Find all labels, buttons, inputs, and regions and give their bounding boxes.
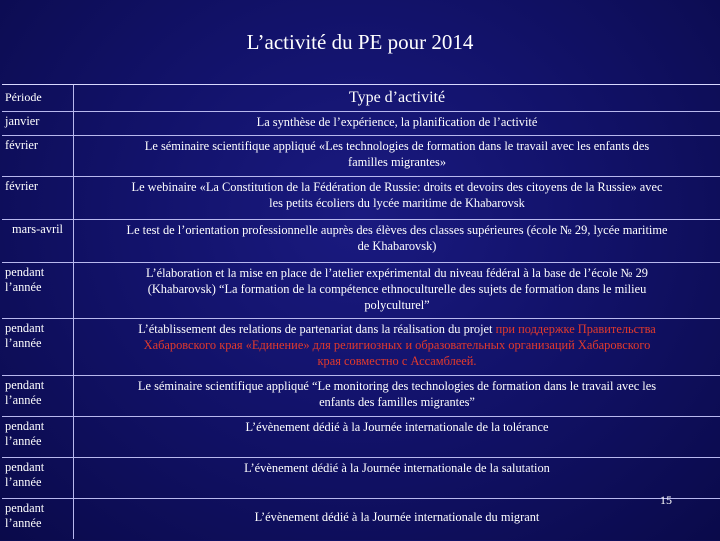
activity-cell	[74, 263, 720, 318]
activity-line: Le séminaire scientifique appliqué «Les technologies de formation dans le travail avec les enfants des	[144, 139, 650, 153]
table-row	[2, 376, 720, 417]
header-type: Type d’activité	[348, 89, 446, 106]
period-cell: pendant l’année	[2, 263, 74, 318]
activity-cell	[74, 177, 720, 219]
activity-cell	[74, 220, 720, 262]
period-cell: pendant l’année	[2, 417, 74, 457]
activity-line: Le test de l’orientation professionnelle auprès des élèves des classes supérieures (école № 29, lycée maritime	[126, 223, 668, 237]
highlighted-text: при поддержке Правительства	[495, 322, 656, 336]
table-header-row	[2, 85, 720, 112]
table-row	[2, 319, 720, 376]
table-row	[2, 112, 720, 136]
highlighted-text: края совместно с Ассамблеей.	[317, 354, 477, 368]
period-cell: janvier	[2, 112, 74, 135]
table-row	[2, 263, 720, 319]
period-cell: pendant l’année	[2, 458, 74, 498]
activity-cell	[74, 417, 720, 457]
page-number: 15	[660, 493, 672, 507]
table-row	[2, 220, 720, 263]
table-row	[2, 177, 720, 220]
activity-cell	[74, 319, 720, 375]
highlighted-text: Хабаровского края «Единение» для религиозных и образовательных организаций Хабаровского	[143, 338, 651, 352]
activity-line: de Khabarovsk)	[357, 239, 437, 253]
activity-line: polyculturel”	[364, 298, 430, 312]
period-cell: février	[2, 136, 74, 176]
activity-text: L’établissement des relations de partenariat dans la réalisation du projet	[138, 322, 496, 336]
table-row	[2, 417, 720, 458]
activity-cell	[74, 112, 720, 135]
activity-line: (Khabarovsk) “La formation de la compétence ethnoculturelle des sujets de formation dans le milieu	[147, 282, 647, 296]
table-row	[2, 136, 720, 177]
table-row	[2, 458, 720, 499]
activity-line: familles migrantes»	[347, 155, 447, 169]
activity-line: L’évènement dédié à la Journée internationale du migrant	[254, 510, 540, 524]
period-cell: mars-avril	[2, 220, 74, 262]
activity-line: L’élaboration et la mise en place de l’atelier expérimental du niveau fédéral à la base de l’école № 29	[146, 266, 648, 280]
activity-cell	[74, 499, 720, 539]
activity-cell	[74, 376, 720, 416]
header-period: Période	[2, 85, 74, 111]
period-cell: pendant l’année	[2, 499, 74, 539]
activity-table	[2, 84, 720, 541]
activity-line: L’évènement dédié à la Journée internationale de la tolérance	[245, 420, 549, 434]
slide-title: L’activité du PE pour 2014	[246, 30, 474, 54]
period-cell: février	[2, 177, 74, 219]
activity-cell	[74, 458, 720, 498]
activity-line: Le séminaire scientifique appliqué “Le monitoring des technologies de formation dans le travail avec les	[137, 379, 657, 393]
activity-line: enfants des familles migrantes”	[319, 395, 475, 409]
activity-line: les petits écoliers du lycée maritime de Khabarovsk	[269, 196, 525, 210]
table-row	[2, 499, 720, 539]
activity-line: La synthèse de l’expérience, la planification de l’activité	[256, 115, 538, 129]
period-cell: pendant l’année	[2, 376, 74, 416]
activity-line	[76, 321, 718, 337]
activity-line: Le webinaire «La Constitution de la Fédération de Russie: droits et devoirs des citoyens de la Russie» avec	[131, 180, 663, 194]
activity-cell	[74, 136, 720, 176]
period-cell: pendant l’année	[2, 319, 74, 375]
activity-line: L’évènement dédié à la Journée internationale de la salutation	[244, 461, 550, 475]
